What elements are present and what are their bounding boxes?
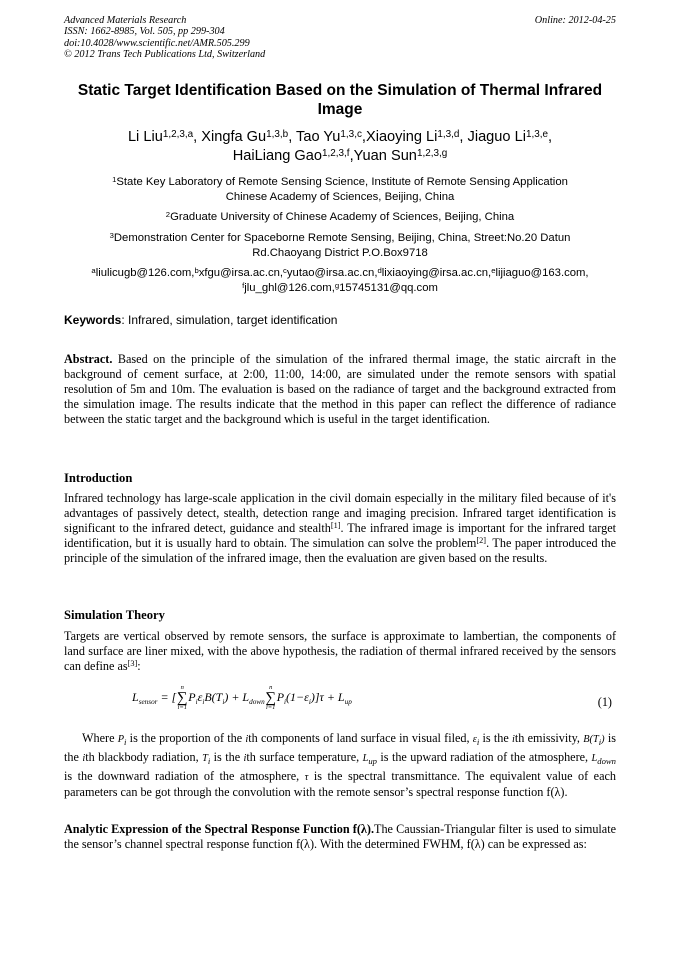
abstract-text: Based on the principle of the simulation of the infrared thermal image, the static aircraft in the background of cement surface, at 2:00, 11:00, 14:00, are simulated under the remote sensors with spatial resolution of 5m and 10m. The evaluation is based on the radiance of target and the background extracted from the simulation image. The results indicate that the method in this paper can reflect the difference of radiance between the static target and the background which is useful in the target identification. xyxy=(64,352,616,426)
spectral-response-section: Analytic Expression of the Spectral Response Function f(λ).The Caussian-Triangular filter is used to simulate the sensor’s channel spectral response function f(λ). With the determined FWHM, f(λ) can be expressed as: xyxy=(64,822,616,851)
author-sup: 1,3,d xyxy=(437,128,460,140)
author-name: Xingfa Gu xyxy=(201,129,267,145)
online-date: Online: 2012-04-25 xyxy=(534,15,616,26)
citation-1: [1] xyxy=(330,521,341,531)
paper-title: Static Target Identification Based on the Simulation of Thermal Infrared Image xyxy=(77,82,603,118)
author-sup: 1,3,c xyxy=(340,128,362,140)
author-list: Li Liu$^{1,2,3,a}$, Xingfa Gu$^{1,3,b}$, Tao Yu$^{1,3,c}$,Xiaoying Li$^{1,3,d}$, Jiaguo Li$^{1,3,e}$, HaiLiang Gao$^{1,2,3,f}$,Yuan Sun$^{1,2,3,g}$ xyxy=(127,128,553,164)
journal-copyright: © 2012 Trans Tech Publications Ltd, Switzerland xyxy=(64,49,266,61)
journal-name: Advanced Materials Research xyxy=(64,15,187,26)
equation-formula: $L_{sensor}$ = [ n ∑ i=1 $P_i\varepsilon_iB(T_i) + L_{down}$ n ∑ i=1 $P_i(1-\varepsilon_i)]\tau + L_{up}$ xyxy=(132,684,352,711)
equation-1 xyxy=(64,685,616,721)
email-link[interactable]: lixiaoying@irsa.ac.cn, xyxy=(381,267,492,279)
author-sup: 1,2,3,g xyxy=(416,147,448,159)
author-sup: 1,2,3,a xyxy=(162,128,194,140)
author-sup: 1,3,e xyxy=(525,128,548,140)
keywords-label: Keywords xyxy=(64,313,122,327)
equation-number: (1) xyxy=(597,695,612,709)
simulation-theory-text: Targets are vertical observed by remote sensors, the surface is approximate to lambertian, the components of land surface are liner mixed, with the above hypothesis, the radiation of thermal infrared received by the sensors can define as[3]: xyxy=(64,629,616,673)
email-link[interactable]: lijiaguo@163.com, xyxy=(495,267,589,279)
abstract-label: Abstract. xyxy=(64,352,113,366)
spectral-response-heading: Analytic Expression of the Spectral Response Function f(λ). xyxy=(64,822,374,836)
journal-doi: doi:10.4028/www.scientific.net/AMR.505.299 xyxy=(64,37,250,49)
keywords-text: : Infrared, simulation, target identification xyxy=(121,313,338,327)
affiliation-2: $^2$Graduate University of Chinese Academy of Sciences, Beijing, China xyxy=(165,209,515,223)
author-name: Tao Yu xyxy=(296,129,341,145)
introduction-heading: Introduction xyxy=(64,471,133,485)
citation-3: [3] xyxy=(127,659,138,669)
author-sup: 1,2,3,f xyxy=(322,147,350,159)
author-name: HaiLiang Gao xyxy=(232,148,323,164)
keywords xyxy=(64,313,616,328)
email-link[interactable]: 15745131@qq.com xyxy=(339,282,438,294)
author-sup: 1,3,b xyxy=(266,128,289,140)
abstract xyxy=(64,352,616,427)
author-name: Yuan Sun xyxy=(353,148,417,164)
email-list: $^a$liulicugb@126.com,$^b$xfgu@irsa.ac.cn,$^c$yutao@irsa.ac.cn,$^d$lixiaoying@irsa.ac.cn,$^e$lijiaguo@163.com, $^f$jlu_ghl@126.com,$^g$15745131@qq.com xyxy=(91,265,589,294)
author-name: Li Liu xyxy=(127,129,163,145)
email-link[interactable]: xfgu@irsa.ac.cn, xyxy=(198,267,284,279)
journal-issn: ISSN: 1662-8985, Vol. 505, pp 299-304 xyxy=(64,26,225,38)
affiliation-1: $^1$State Key Laboratory of Remote Sensing Science, Institute of Remote Sensing Application Chinese Academy of Sciences, Beijing, China xyxy=(112,174,568,203)
simulation-theory-heading: Simulation Theory xyxy=(64,608,165,622)
affiliation-3: $^3$Demonstration Center for Spaceborne Remote Sensing, Beijing, China, Street:No.20 Datun Rd.Chaoyang District P.O.Box9718 xyxy=(109,230,571,259)
citation-2: [2] xyxy=(476,536,487,546)
journal-header xyxy=(64,15,616,61)
email-link[interactable]: jlu_ghl@126.com, xyxy=(244,282,335,294)
author-name: Jiaguo Li xyxy=(467,129,526,145)
introduction-text: Infrared technology has large-scale application in the civil domain especially in the military filed because of it's advantages of passively detect, stealth, detection range and imaging precision. Infrared target identification is significant to the infrared detect, guidance and stealth[1]. The infrared image is important for the infrared target identification, but it is usually hard to obtain. The simulation can solve the problem[2]. The paper introduced the principle of the simulation of the infrared image, then the evaluation are given based on the results. xyxy=(64,491,616,565)
email-link[interactable]: liulicugb@126.com, xyxy=(95,267,195,279)
author-name: Xiaoying Li xyxy=(365,129,438,145)
equation-explanation: Where $P_i$ is the proportion of the ith components of land surface in visual filed, $\varepsilon_i$ is the ith emissivity, $B(T_i)$ is the ith blackbody radiation, $T_i$ is the ith surface temperature, $L_{up}$ is the upward radiation of the atmosphere, $L_{down}$ is the downward radiation of the atmosphere, τ is the spectral transmittance. The equivalent value of each parameters can be got through the convolution with the remote sensor’s spectral response function f(λ). xyxy=(64,731,617,800)
email-link[interactable]: yutao@irsa.ac.cn, xyxy=(286,267,378,279)
